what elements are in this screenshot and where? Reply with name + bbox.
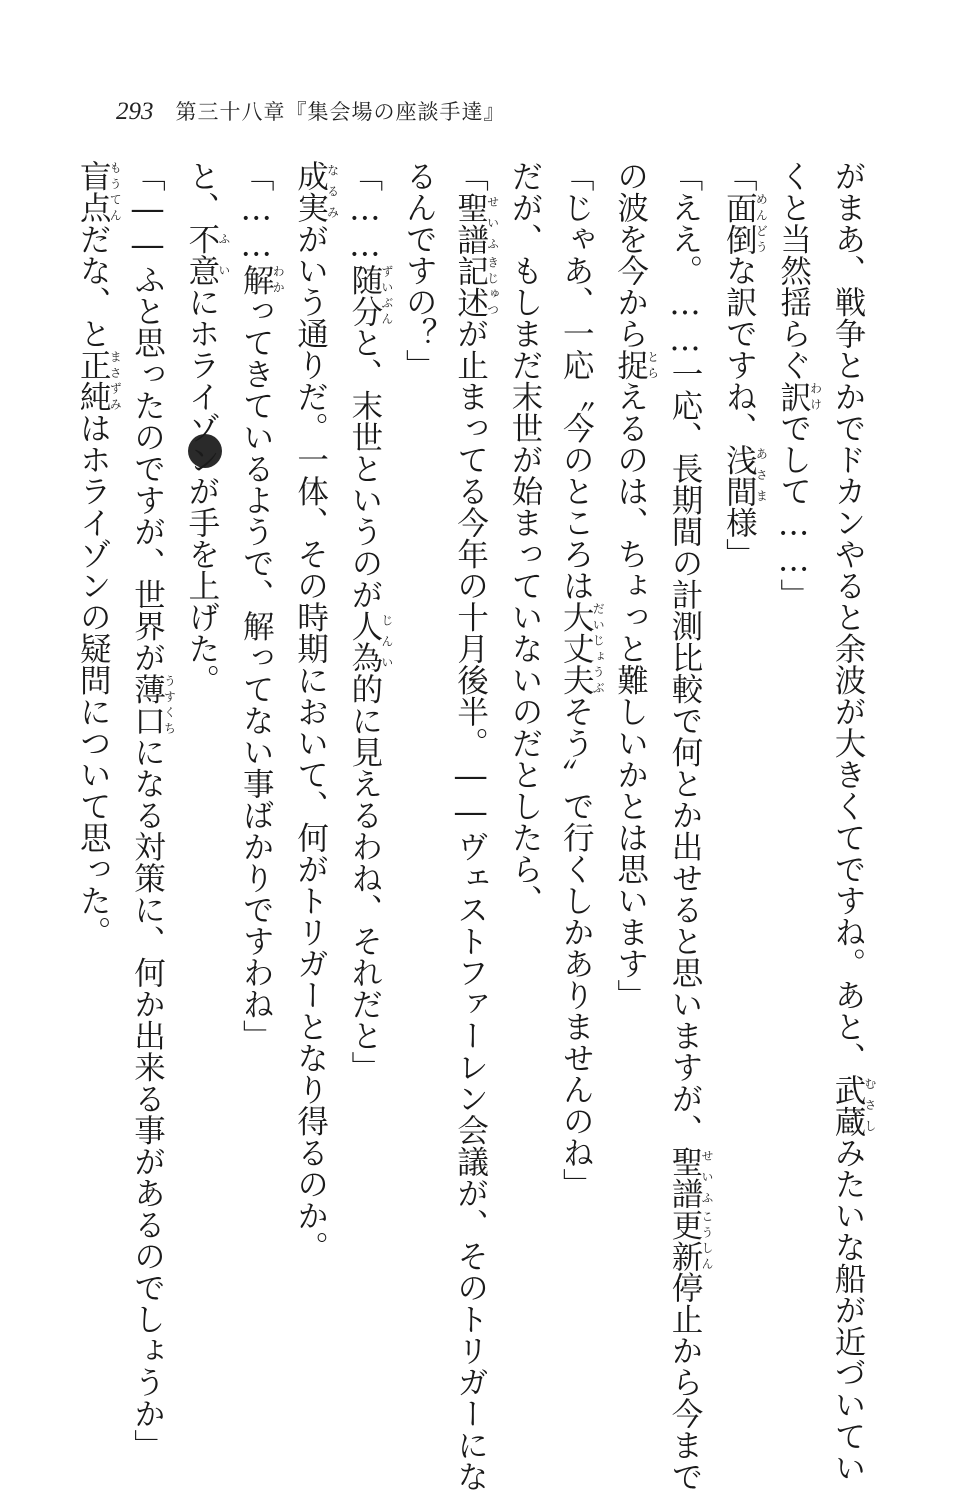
- ruby-word: [776, 381, 812, 413]
- ruby-word: [238, 264, 274, 296]
- ruby-word: [830, 1074, 866, 1137]
- text-run: だな、と: [75, 223, 111, 349]
- ruby-base: 聖譜: [453, 192, 489, 255]
- ruby-base: 記述: [453, 255, 489, 318]
- ruby-word: [667, 1146, 703, 1209]
- ruby-reading: とら: [646, 349, 660, 380]
- text-line: [444, 160, 498, 1340]
- ruby-word: [721, 444, 757, 507]
- text-run: 様」: [721, 507, 757, 570]
- ruby-word: [558, 601, 594, 696]
- text-line: [339, 160, 393, 1340]
- text-run: 的に見えるわね、それだと」: [347, 673, 383, 1083]
- ruby-reading: まさずみ: [108, 349, 122, 412]
- body-text: [67, 160, 876, 1340]
- ruby-word: [453, 255, 489, 318]
- text-line: [550, 160, 604, 1340]
- text-run: と、末世というのが: [347, 327, 383, 611]
- ruby-reading: せいふ: [486, 192, 500, 255]
- ruby-reading: ずいぶん: [380, 264, 394, 327]
- ruby-reading: だいじょうぶ: [591, 601, 605, 695]
- text-line: [767, 160, 821, 1340]
- ruby-word: [667, 1209, 703, 1272]
- text-line: [659, 160, 713, 1340]
- ruby-reading: なるみ: [326, 160, 340, 223]
- chapter-title: 第三十八章『集会場の座談手達』: [176, 96, 506, 126]
- page-header: [116, 96, 506, 126]
- ruby-base: 更新: [667, 1209, 703, 1272]
- ruby-base: 薄口: [130, 673, 166, 736]
- ruby-word: [453, 192, 489, 255]
- text-line: [67, 160, 121, 1340]
- text-run: そう〟で行くしかありませんのね」: [558, 696, 594, 1200]
- ruby-word: [75, 349, 111, 412]
- text-line: [822, 160, 876, 1340]
- ruby-base: 浅間: [721, 444, 757, 507]
- ruby-base: 正純: [75, 349, 111, 412]
- ruby-reading: こうしん: [700, 1209, 714, 1272]
- ruby-base: 人為: [347, 610, 383, 673]
- ruby-reading: じんい: [380, 610, 394, 673]
- text-run: と、: [184, 160, 220, 223]
- ruby-word: [721, 192, 757, 255]
- ruby-base: 成実: [293, 160, 329, 223]
- text-run: みたいな船が近づいてい: [830, 1137, 866, 1484]
- ruby-word: [613, 349, 649, 381]
- text-run: 「: [721, 160, 757, 192]
- ruby-word: [347, 610, 383, 673]
- text-run: がまあ、戦争とかでドカンやると余波が大きくてですね。あと、: [830, 160, 866, 1074]
- ruby-reading: ふい: [217, 223, 231, 286]
- text-line: [393, 160, 444, 1340]
- ruby-base: 解: [238, 264, 274, 296]
- text-run: 「: [453, 160, 489, 192]
- ruby-reading: むさし: [863, 1074, 877, 1137]
- text-line: [284, 160, 338, 1340]
- text-run: ってきているようで、解ってない事ばかりですわね」: [238, 295, 274, 1051]
- ruby-base: 捉: [613, 349, 649, 381]
- text-run: 「ええ。……一応、長期間の計測比較で何とか出せると思いますが、: [667, 160, 703, 1146]
- text-run: だが、もしまだ末世が始まっていないのだとしたら、: [507, 160, 543, 916]
- text-run: でして……」: [776, 412, 812, 610]
- ruby-word: [347, 264, 383, 327]
- ruby-reading: わけ: [809, 381, 823, 412]
- text-run: はホライゾンの疑問について思った。: [75, 412, 111, 948]
- text-line: [713, 160, 767, 1340]
- text-run: にホライゾンが手を上げた。: [184, 286, 220, 696]
- text-line: [499, 160, 550, 1340]
- text-run: の波を今から: [613, 160, 649, 349]
- text-run: な訳ですね、: [721, 255, 757, 444]
- text-run: るんですの？」: [401, 160, 437, 381]
- ruby-reading: せいふ: [700, 1146, 714, 1209]
- ruby-reading: あさま: [754, 444, 768, 507]
- ruby-reading: もうてん: [108, 160, 122, 223]
- page-number: 293: [116, 98, 154, 126]
- ruby-base: 面倒: [721, 192, 757, 255]
- ruby-word: [184, 223, 220, 286]
- text-line: [176, 160, 230, 1340]
- ruby-reading: めんどう: [754, 192, 768, 255]
- text-line: [230, 160, 284, 1340]
- text-run: 「――ふと思ったのですが、世界が: [130, 160, 166, 673]
- ruby-base: 武蔵: [830, 1074, 866, 1137]
- text-run: 「じゃあ、一応〝今のところは: [558, 160, 594, 601]
- ruby-base: 大丈夫: [558, 601, 594, 696]
- text-run: になる対策に、何か出来る事があるのでしょうか」: [130, 736, 166, 1461]
- ruby-base: 聖譜: [667, 1146, 703, 1209]
- text-run: 停止から今まで: [667, 1272, 703, 1492]
- ruby-reading: うすくち: [163, 673, 177, 736]
- ruby-base: 不意: [184, 223, 220, 286]
- ruby-reading: きじゅつ: [486, 255, 500, 318]
- ruby-reading: わか: [271, 264, 285, 295]
- text-run: 「……: [347, 160, 383, 264]
- text-run: くと当然揺らぐ: [776, 160, 812, 381]
- ruby-base: 盲点: [75, 160, 111, 223]
- ruby-word: [75, 160, 111, 223]
- text-line: [604, 160, 658, 1340]
- ruby-base: 訳: [776, 381, 812, 413]
- ruby-word: [130, 673, 166, 736]
- ruby-word: [293, 160, 329, 223]
- ruby-base: 随分: [347, 264, 383, 327]
- text-run: えるのは、ちょっと難しいかとは思います」: [613, 381, 649, 1011]
- text-run: が止まってる今年の十月後半。――ヴェストファーレン会議が、そのトリガーにな: [453, 318, 489, 1492]
- text-run: 「……: [238, 160, 274, 264]
- text-line: [121, 160, 175, 1340]
- text-run: がいう通りだ。一体、その時期において、何がトリガーとなり得るのか。: [293, 223, 329, 1263]
